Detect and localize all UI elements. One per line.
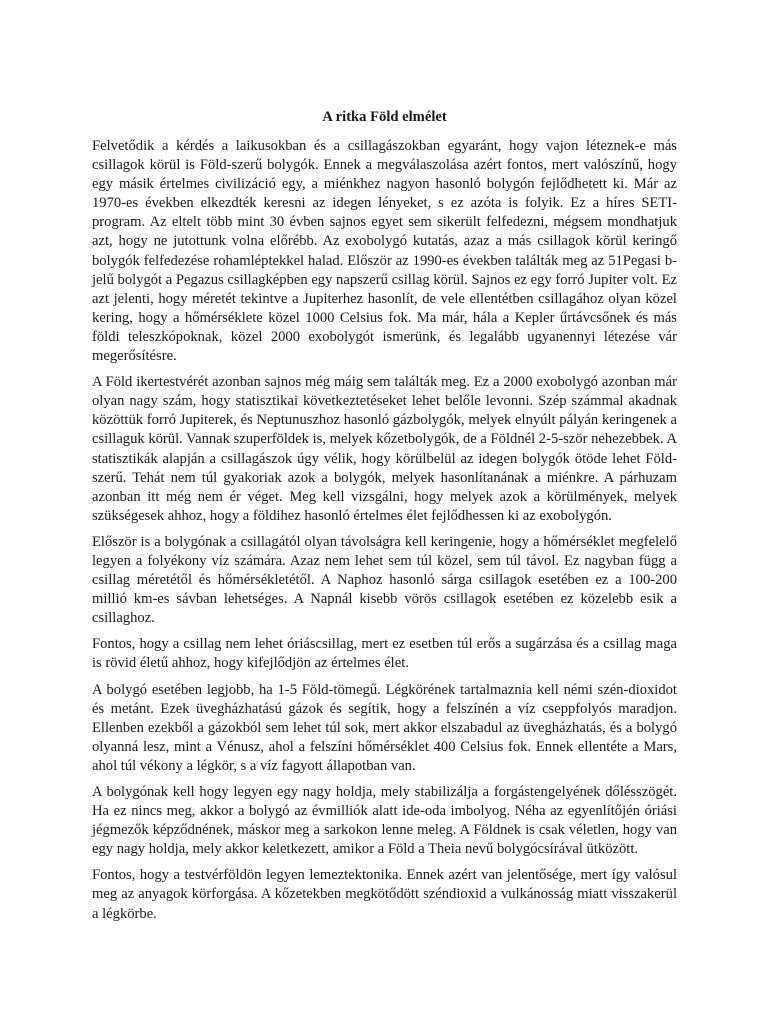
paragraph-7: Fontos, hogy a testvérföldön legyen lemeztektonika. Ennek azért van jelentősége, mert így valósul meg az anyagok körforgása. A kőzetekben megkötődött széndioxid a vulkánosság miatt visszakerül a légkörbe. [92, 867, 677, 922]
paragraph-2: A Föld ikertestvérét azonban sajnos még máig sem találták meg. Ez a 2000 exobolygó azonban már olyan nagy szám, hogy statisztikai következtetéseket lehet belőle levonni. Szép számmal akadnak közöttük forró Jupiterek, és Neptunuszhoz hasonló gázbolygók, melyek elnyúlt pályán keringenek a csillaguk körül. Vannak szuperföldek is, melyek kőzetbolygók, de a Földnél 2-5-ször nehezebbek. A statisztikák alapján a csillagászok úgy vélik, hogy körülbelül az idegen bolygók ötöde lehet Föld-szerű. Tehát nem túl gyakoriak azok a bolygók, melyek hasonlítanának a miénkre. A párhuzam azonban itt még nem ér véget. Meg kell vizsgálni, hogy melyek azok a körülmények, melyek szükségesek ahhoz, hogy a földihez hasonló értelmes élet fejlődhessen ki az exobolygón. [92, 374, 677, 524]
paragraph-6: A bolygónak kell hogy legyen egy nagy holdja, mely stabilizálja a forgástengelyének dőlésszögét. Ha ez nincs meg, akkor a bolygó az évmilliók alatt ide-oda imbolyog. Néha az egyenlítőjén óriási jégmezők képződnének, máskor meg a sarkokon lenne meleg. A Földnek is csak véletlen, hogy van egy nagy holdja, mely akkor keletkezett, amikor a Föld a Theia nevű bolygócsírával ütközött. [92, 784, 677, 858]
paragraph-3: Először is a bolygónak a csillagától olyan távolságra kell keringenie, hogy a hőmérséklet megfelelő legyen a folyékony víz számára. Azaz nem lehet sem túl közel, sem túl távol. Ez nagyban függ a csillag méretétől és hőmérsékletétől. A Naphoz hasonló sárga csillagok esetében ez a 100-200 millió km-es sávban lehetséges. A Napnál kisebb vörös csillagok esetében ez közelebb esik a csillaghoz. [92, 533, 677, 627]
paragraph-5: A bolygó esetében legjobb, ha 1-5 Föld-tömegű. Légkörének tartalmaznia kell némi szén-dioxidot és metánt. Ezek üvegházhatású gázok és segítik, hogy a felszínén a víz cseppfolyós maradjon. Ellenben ezekből a gázokból sem lehet túl sok, mert akkor elszabadul az üvegházhatás, és a bolygó olyanná lesz, mint a Vénusz, ahol a felszíni hőmérséklet 400 Celsius fok. Ennek ellentéte a Mars, ahol túl vékony a légkör, s a víz fagyott állapotban van. [92, 681, 677, 774]
paragraph-4: Fontos, hogy a csillag nem lehet óriáscsillag, mert ez esetben túl erős a sugárzása és a csillag maga is rövid életű ahhoz, hogy kifejlődjön az értelmes élet. [92, 636, 677, 672]
document-page [92, 108, 677, 931]
paragraph-1: Felvetődik a kérdés a laikusokban és a csillagászokban egyaránt, hogy vajon léteznek-e más csillagok körül is Föld-szerű bolygók. Ennek a megválaszolása azért fontos, mert valószínű, hogy egy másik értelmes civilizáció egy, a miénkhez nagyon hasonló bolygón fejlődhetett ki. Már az 1970-es években elkezdték keresni az idegen lényeket, s ez azóta is folyik. Ez a híres SETI-program. Az eltelt több mint 30 évben sajnos egyet sem sikerült felfedezni, mégsem mondhatjuk azt, hogy ne jutottunk volna előrébb. Az exobolygó kutatás, azaz a más csillagok körül keringő bolygók felfedezése rohamléptekkel halad. Először az 1990-es években találták meg az 51Pegasi b-jelű bolygót a Pegazus csillagképben egy napszerű csillag körül. Sajnos ez egy forró Jupiter volt. Ez azt jelenti, hogy méretét tekintve a Jupiterhez hasonlít, de vele ellentétben csillagához olyan közel kering, hogy a hőmérséklete közel 1000 Celsius fok. Ma már, hála a Kepler űrtávcsőnek és más földi teleszkópoknak, közel 2000 exobolygót ismerünk, és legalább ugyanennyi létezése vár megerősítésre. [92, 138, 677, 365]
document-title: A ritka Föld elmélet [322, 109, 447, 125]
